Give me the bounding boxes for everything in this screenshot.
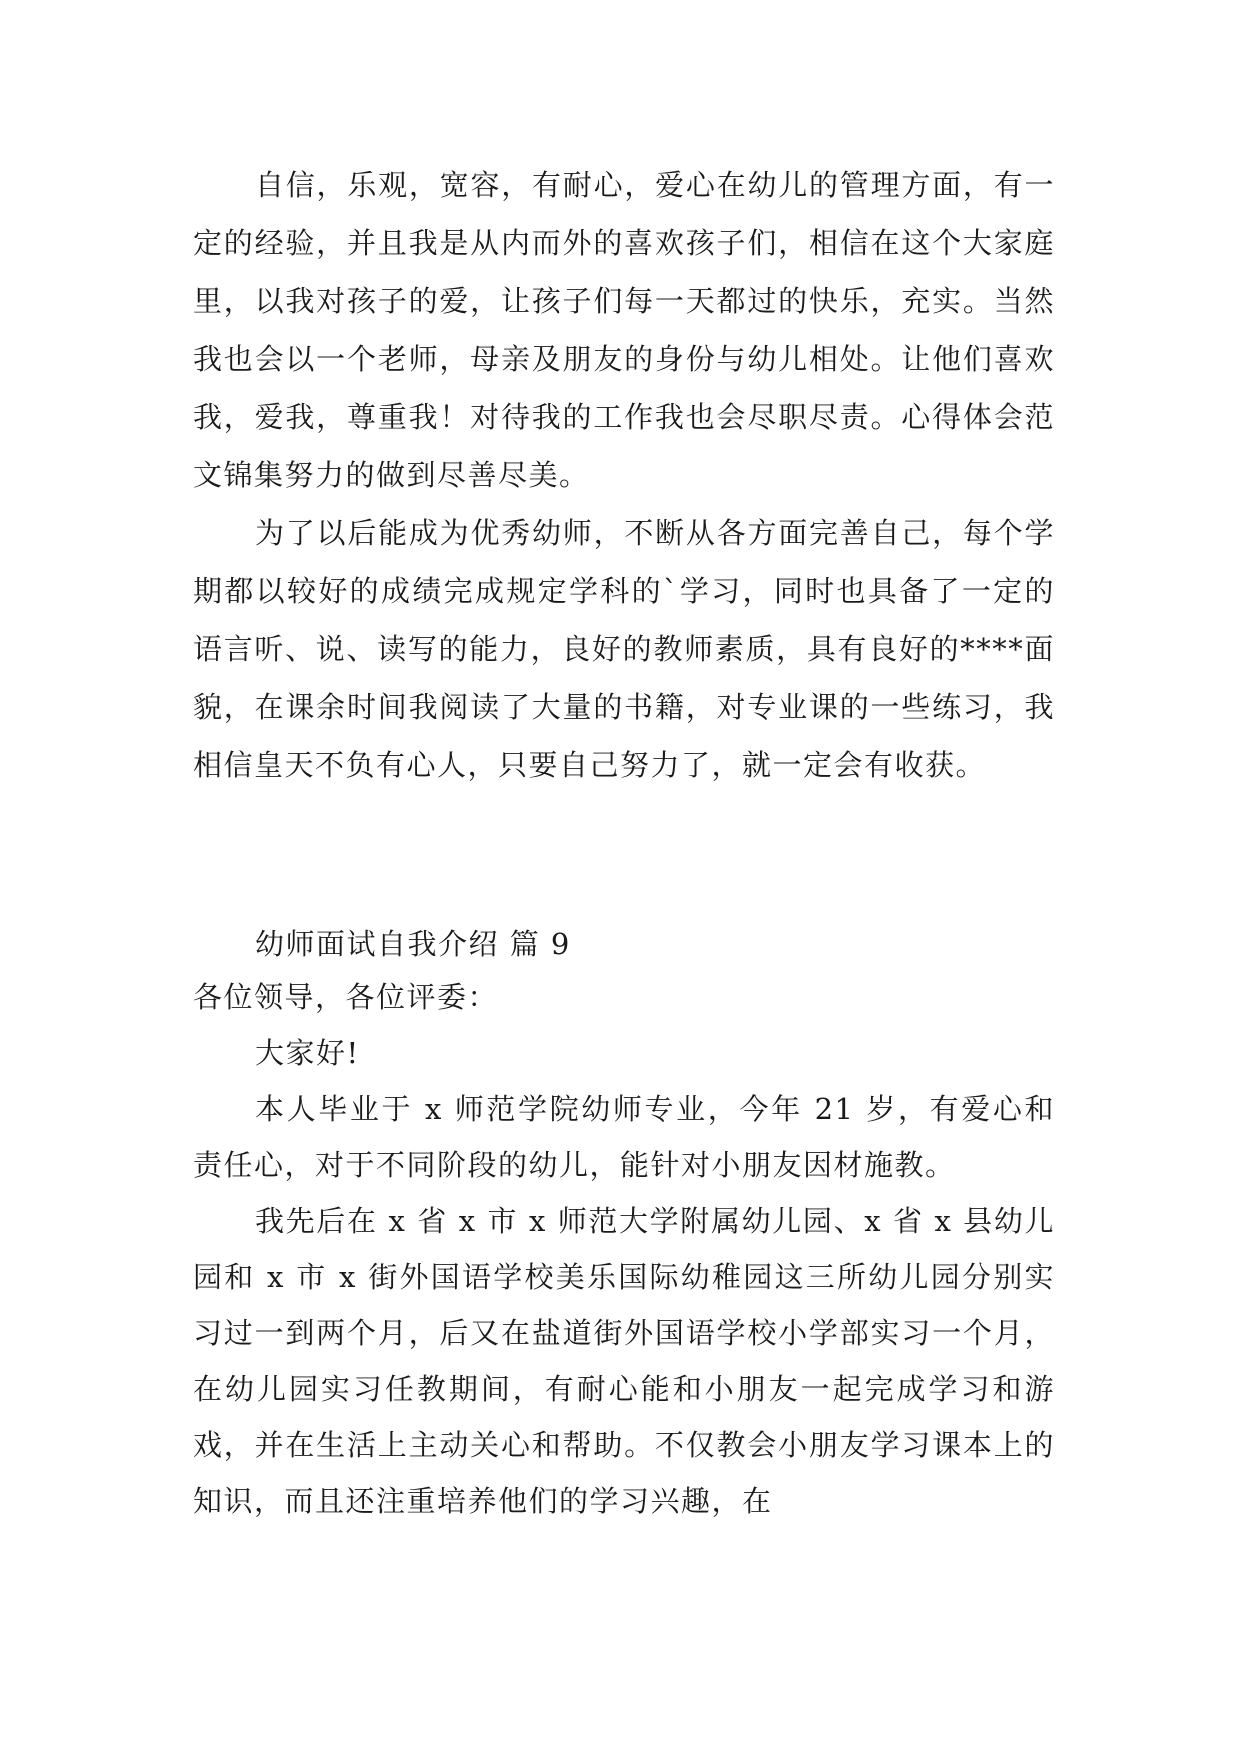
text-block-middle [193, 504, 1055, 794]
greeting: 大家好! [255, 1036, 360, 1070]
text-block-top [193, 156, 1055, 504]
paragraph: 本人毕业于 x 师范学院幼师专业，今年 21 岁，有爱心和责任心，对于不同阶段的幼儿，能针对小朋友因材施教。 [193, 1092, 1055, 1182]
paragraph: 自信，乐观，宽容，有耐心，爱心在幼儿的管理方面，有一定的经验，并且我是从内而外的喜欢孩子们，相信在这个大家庭里，以我对孩子的爱，让孩子们每一天都过的快乐，充实。当然我也会以一个老师，母亲及朋友的身份与幼儿相处。让他们喜欢我，爱我，尊重我！对待我的工作我也会尽职尽责。心得体会范文锦集努力的做到尽善尽美。 [193, 168, 1055, 492]
paragraph: 为了以后能成为优秀幼师，不断从各方面完善自己，每个学期都以较好的成绩完成规定学科的`学习，同时也具备了一定的语言听、说、读写的能力，良好的教师素质，具有良好的****面貌，在课余时间我阅读了大量的书籍，对专业课的一些练习，我相信皇天不负有心人，只要自己努力了，就一定会有收获。 [193, 516, 1055, 782]
salutation: 各位领导，各位评委： [193, 980, 499, 1014]
section-heading: 幼师面试自我介绍 篇 9 [255, 927, 571, 961]
text-block-bottom [193, 969, 1055, 1529]
paragraph: 我先后在 x 省 x 市 x 师范大学附属幼儿园、x 省 x 县幼儿园和 x 市 x 街外国语学校美乐国际幼稚园这三所幼儿园分别实习过一到两个月，后又在盐道街外国语学校小学部实习一个月，在幼儿园实习任教期间，有耐心能和小朋友一起完成学习和游戏，并在生活上主动关心和帮助。不仅教会小朋友学习课本上的知识，而且还注重培养他们的学习兴趣，在 [193, 1204, 1055, 1518]
